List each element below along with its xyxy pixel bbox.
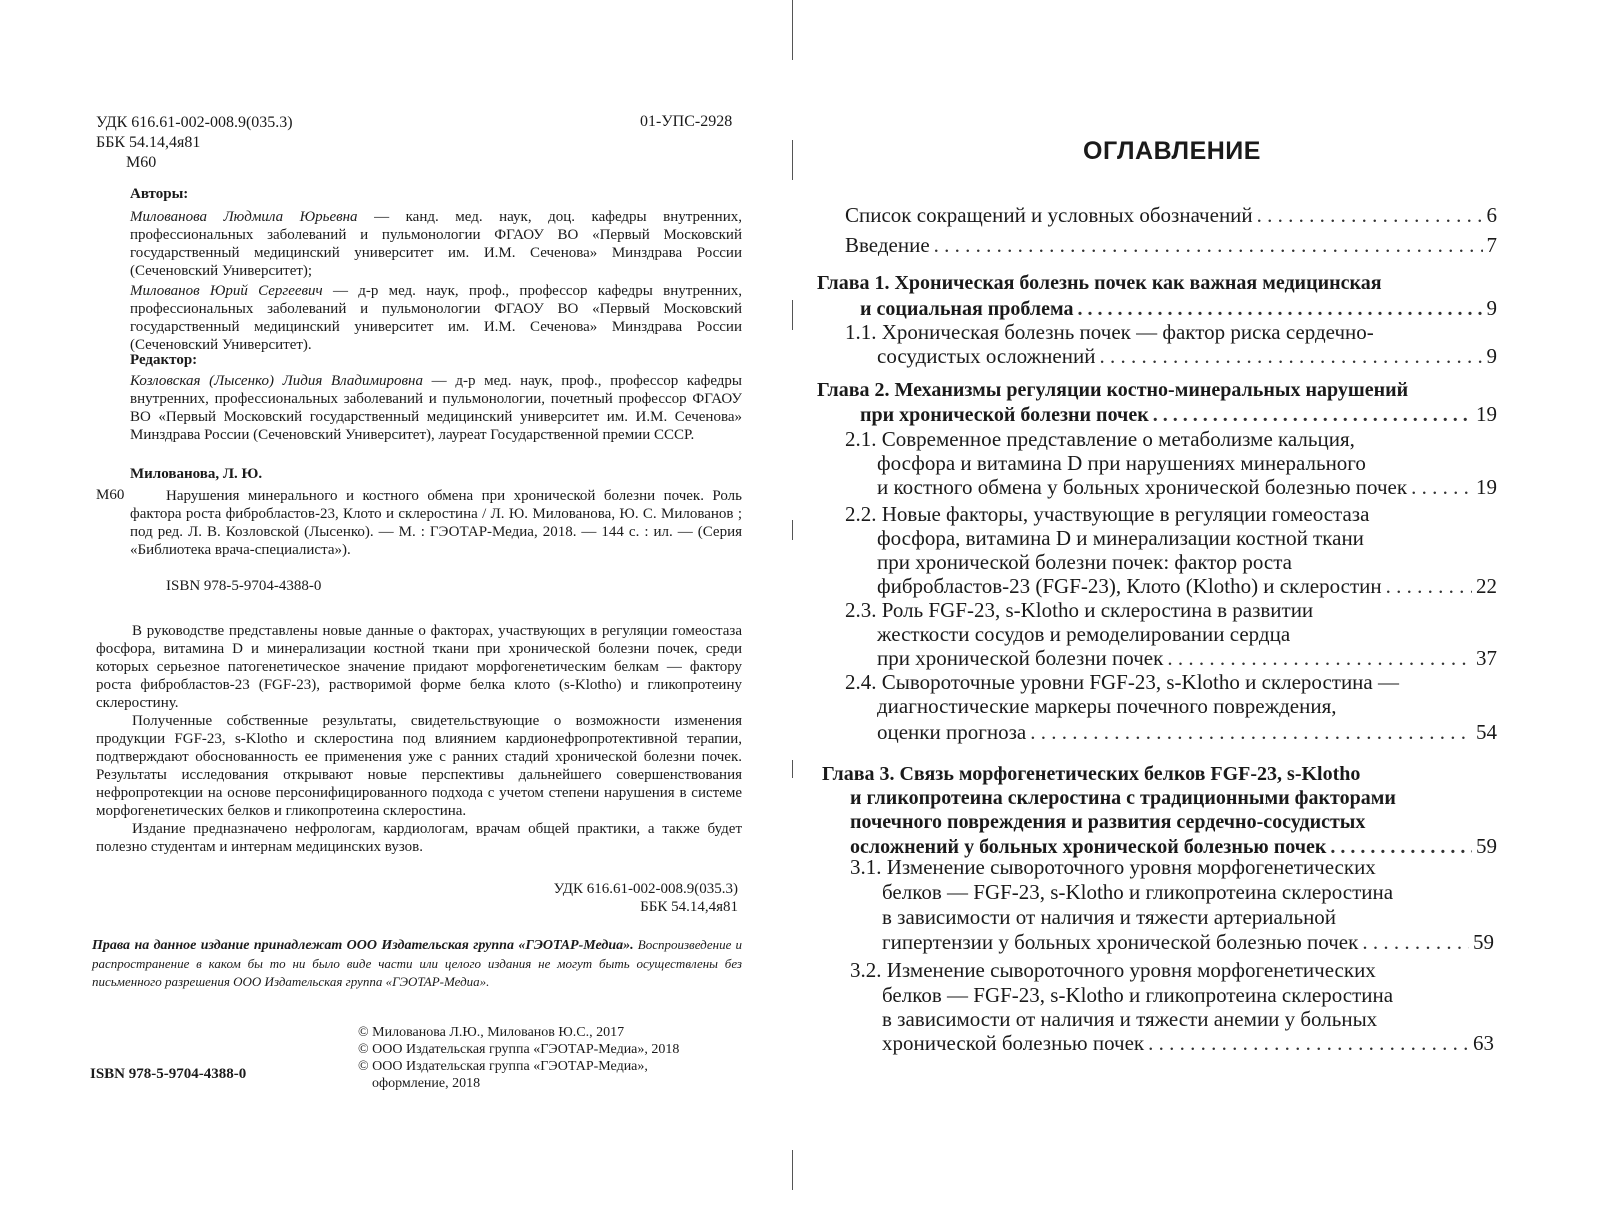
rights-body: Воспроизведение и распространение в каком бы то ни было виде части или целого издания не могут быть осуществлены без письменного разрешения ООО Издательская группа «ГЭОТАР-Медиа».: [92, 937, 743, 989]
isbn-bottom: ISBN 978-5-9704-4388-0: [90, 1066, 247, 1082]
toc-page-number: 19: [1476, 402, 1497, 426]
editor-name: Козловская (Лысенко) Лидия Владимировна: [130, 373, 423, 389]
toc-section-2-1[interactable]: [877, 475, 1497, 499]
toc-entry-text: Список сокращений и условных обозначений: [845, 203, 1253, 227]
toc-section-3-2-line3: в зависимости от наличия и тяжести анемии у больных: [882, 1007, 1378, 1031]
toc-section-2-4-line1[interactable]: 2.4. Сывороточные уровни FGF-23, s-Klotho и склеростина —: [845, 670, 1399, 694]
toc-entry-text: Введение: [845, 233, 930, 257]
editor-desc: — д-р мед. наук, проф., профессор кафедры внутренних, профессиональных заболеваний и пульмонологии, почетный профессор ФГАОУ ВО «Первый Московский государственный медицинский университет им. И.М. Сеченова» Минздрава России (Сеченовский Университет), лауреат Государственной премии СССР.: [130, 373, 742, 443]
copyright-line: оформление, 2018: [372, 1076, 481, 1091]
author2-entry: [130, 282, 742, 354]
toc-chapter3-line3: почечного повреждения и развития сердечно-сосудистых: [850, 811, 1366, 833]
rights-notice: [92, 936, 742, 991]
copyright-line: © ООО Издательская группа «ГЭОТАР-Медиа»,: [358, 1059, 648, 1074]
authors-label: Авторы:: [130, 186, 189, 202]
author1-desc: — канд. мед. наук, доц. кафедры внутренних, профессиональных заболеваний и пульмонологии ФГАОУ ВО «Первый Московский государственный медицинский университет им. И.М. Сеченова» Минздрава России (Сеченовский Университет);: [130, 209, 742, 279]
author1-name: Милованова Людмила Юрьевна: [130, 209, 358, 225]
leader-dots: [1099, 344, 1482, 368]
copyright-line: © Милованова Л.Ю., Милованов Ю.С., 2017: [358, 1025, 625, 1040]
copyright-block: [358, 1024, 679, 1092]
leader-dots: [1362, 930, 1469, 954]
toc-page-number: 63: [1473, 1031, 1494, 1055]
toc-section-2-3[interactable]: [877, 646, 1497, 670]
abstract-p2: Полученные собственные результаты, свидетельствующие о возможности изменения продукции FGF-23, s-Klotho и склеростина под влиянием кардионефропротективной терапии, подтверждают обоснованность ее применения уже с ранних стадий хронической болезни почек. Результаты исследования открывают новые перспективы дальнейшего совершенствования нефропротекции на основе персонифицированного подхода с учетом степени нарушения в системе морфогенетических белков и гликопротеина склеростина.: [96, 713, 742, 819]
toc-entry-text: и костного обмена у больных хронической болезнью почек: [877, 475, 1408, 499]
toc-section-2-1-line2: фосфора и витамина D при нарушениях минерального: [877, 451, 1366, 475]
toc-page-number: 59: [1476, 834, 1497, 858]
toc-page-number: 7: [1486, 233, 1497, 257]
udk-code: УДК 616.61-002-008.9(035.3): [96, 114, 293, 131]
leader-dots: [1078, 297, 1483, 321]
toc-chapter3-line1[interactable]: Глава 3. Связь морфогенетических белков FGF-23, s-Klotho: [822, 763, 1361, 785]
leader-dots: [1411, 475, 1472, 499]
toc-section-3-1[interactable]: [882, 930, 1494, 954]
abstract-p1: В руководстве представлены новые данные о факторах, участвующих в регуляции гомеостаза фосфора, витамина D и минерализации костной ткани при хронической болезни почек, среди которых серьезное патогенетическое значение придают морфогенетическим белкам — фактору роста фибробластов-23 (FGF-23), растворимой форме белка клото (s-Klotho) и гликопротеину склеростину.: [96, 623, 742, 711]
toc-chapter1-line1[interactable]: Глава 1. Хроническая болезнь почек как важная медицинская: [817, 272, 1382, 294]
toc-entry-text: оценки прогноза: [877, 720, 1027, 744]
leader-dots: [1148, 1031, 1469, 1055]
isbn-mid: ISBN 978-5-9704-4388-0: [166, 578, 322, 594]
toc-section-3-1-line1[interactable]: 3.1. Изменение сывороточного уровня морфогенетических: [850, 855, 1376, 879]
leader-dots: [1386, 574, 1472, 598]
leader-dots: [1257, 203, 1483, 227]
author2-name: Милованов Юрий Сергеевич: [130, 283, 323, 299]
toc-section-2-2-line1[interactable]: 2.2. Новые факторы, участвующие в регуляции гомеостаза: [845, 502, 1370, 526]
udk-code-bottom: УДК 616.61-002-008.9(035.3): [553, 881, 738, 897]
toc-page-number: 54: [1476, 720, 1497, 744]
udk-block-top: [96, 113, 293, 173]
toc-chapter2[interactable]: [860, 402, 1497, 427]
leader-dots: [1030, 720, 1472, 744]
toc-entry-text: и социальная проблема: [860, 298, 1074, 320]
toc-entry-text: при хронической болезни почек: [860, 404, 1149, 426]
toc-section-3-2-line2: белков — FGF-23, s-Klotho и гликопротеина склеростина: [882, 983, 1394, 1007]
toc-section-2-1-line1[interactable]: 2.1. Современное представление о метаболизме кальция,: [845, 427, 1355, 451]
toc-section-2-3-line2: жесткости сосудов и ремоделировании сердца: [877, 622, 1291, 646]
copyright-line: © ООО Издательская группа «ГЭОТАР-Медиа», 2018: [358, 1042, 680, 1057]
toc-section-2-2-line2: фосфора, витамина D и минерализации костной ткани: [877, 526, 1364, 550]
toc-entry-abbreviations[interactable]: [845, 203, 1497, 227]
toc-entry-text: гипертензии у больных хронической болезнью почек: [882, 930, 1359, 954]
udk-block-bottom: [498, 880, 738, 916]
bibliographic-description: Нарушения минерального и костного обмена при хронической болезни почек. Роль фактора роста фибробластов-23, Клото и склеростина / Л. Ю. Милованова, Ю. С. Милованов ; под ред. Л. В. Козловской (Лысенко). — М. : ГЭОТАР-Медиа, 2018. — 144 с. : ил. — (Серия «Библиотека врача-специалиста»).: [130, 488, 742, 558]
left-page: [0, 0, 800, 1206]
editor-label: Редактор:: [130, 352, 198, 368]
toc-section-3-1-line2: белков — FGF-23, s-Klotho и гликопротеина склеростина: [882, 880, 1394, 904]
toc-chapter1[interactable]: [860, 296, 1497, 321]
toc-section-3-2[interactable]: [882, 1031, 1494, 1055]
toc-page-number: 9: [1486, 344, 1497, 368]
toc-chapter3-line2: и гликопротеина склеростина с традиционными факторами: [850, 787, 1396, 809]
print-code: 01-УПС-2928: [640, 113, 733, 130]
rights-head: Права на данное издание принадлежат ООО Издательская группа «ГЭОТАР-Медиа».: [92, 938, 634, 953]
toc-chapter2-line1[interactable]: Глава 2. Механизмы регуляции костно-минеральных нарушений: [817, 379, 1409, 401]
toc-title: ОГЛАВЛЕНИЕ: [1083, 137, 1261, 165]
m60-code: М60: [126, 154, 157, 171]
toc-page-number: 59: [1473, 930, 1494, 954]
m60-side-code: М60: [96, 487, 125, 503]
author1-entry: [130, 208, 742, 280]
toc-page-number: 9: [1486, 296, 1497, 320]
toc-section-1-1[interactable]: [877, 344, 1497, 368]
leader-dots: [1153, 403, 1472, 427]
toc-page-number: 22: [1476, 574, 1497, 598]
right-page: [800, 0, 1601, 1206]
toc-page-number: 6: [1486, 203, 1497, 227]
toc-section-2-3-line1[interactable]: 2.3. Роль FGF-23, s-Klotho и склеростина в развитии: [845, 598, 1314, 622]
leader-dots: [934, 233, 1483, 257]
bbk-code-bottom: ББК 54.14,4я81: [640, 899, 738, 915]
toc-section-2-2-line3: при хронической болезни почек: фактор роста: [877, 550, 1293, 574]
author2-desc: — д-р мед. наук, проф., профессор кафедры внутренних, профессиональных заболеваний и пульмонологии ФГАОУ ВО «Первый Московский государственный медицинский университет им. И.М. Сеченова» Минздрава России (Сеченовский Университет).: [130, 283, 742, 353]
toc-page-number: 19: [1476, 475, 1497, 499]
editor-entry: [130, 372, 742, 444]
toc-entry-introduction[interactable]: [845, 233, 1497, 257]
toc-page-number: 37: [1476, 646, 1497, 670]
toc-entry-text: хронической болезнью почек: [882, 1031, 1145, 1055]
abstract: [96, 622, 742, 856]
toc-entry-text: осложнений у больных хронической болезнью почек: [850, 836, 1327, 858]
toc-section-3-1-line3: в зависимости от наличия и тяжести артериальной: [882, 905, 1337, 929]
bbk-code: ББК 54.14,4я81: [96, 134, 201, 151]
toc-entry-text: фибробластов-23 (FGF-23), Клото (Klotho) и склеростин: [877, 574, 1382, 598]
leader-dots: [1167, 646, 1472, 670]
abstract-p3: Издание предназначено нефрологам, кардиологам, врачам общей практики, а также будет полезно студентам и интернам медицинских вузов.: [96, 821, 742, 855]
toc-section-2-4[interactable]: [877, 720, 1497, 744]
toc-entry-text: сосудистых осложнений: [877, 344, 1096, 368]
toc-section-3-2-line1[interactable]: 3.2. Изменение сывороточного уровня морфогенетических: [850, 958, 1376, 982]
main-author: Милованова, Л. Ю.: [130, 466, 263, 482]
toc-section-2-2[interactable]: [877, 574, 1497, 598]
toc-entry-text: при хронической болезни почек: [877, 646, 1164, 670]
toc-section-2-4-line2: диагностические маркеры почечного повреждения,: [877, 694, 1337, 718]
toc-section-1-1-line1[interactable]: 1.1. Хроническая болезнь почек — фактор риска сердечно-: [845, 320, 1374, 344]
